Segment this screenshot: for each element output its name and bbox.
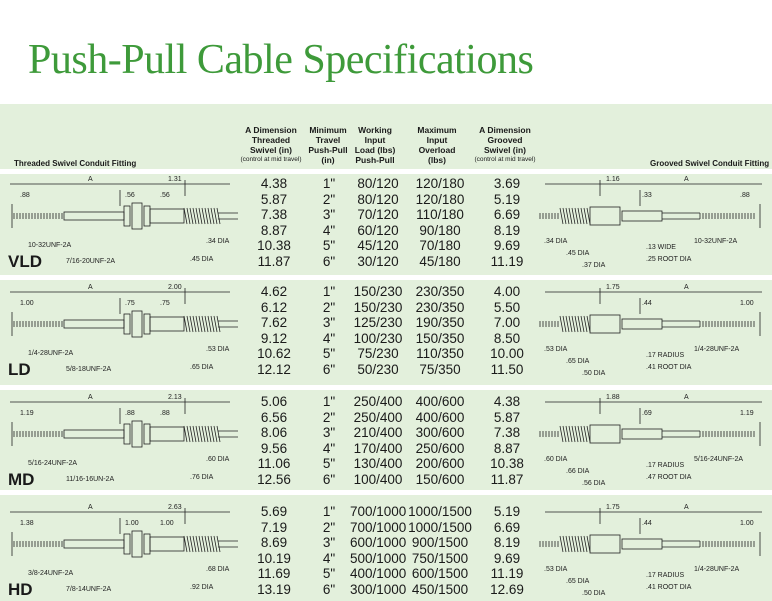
right-dim-dia3: .37 DIA <box>582 262 606 269</box>
table-cell: 1" <box>322 504 336 519</box>
right-dim-d3: 1.00 <box>740 300 754 307</box>
table-cell: 10.00 <box>490 346 524 361</box>
table-cell: 8.87 <box>493 440 521 456</box>
table-cell: 30/120 <box>357 253 399 269</box>
col-head-travel: Minimum Travel Push-Pull (in) <box>308 125 348 165</box>
table-cell: 8.50 <box>493 330 521 346</box>
right-dim-dia1: .34 DIA <box>544 238 568 245</box>
right-dim-root: .47 ROOT DIA <box>646 474 692 481</box>
left-dim-dia2: .65 DIA <box>190 364 214 371</box>
right-dim-w: .17 RADIUS <box>646 352 685 359</box>
table-cell: 6.12 <box>260 299 288 315</box>
table-cell: 6.56 <box>260 409 288 425</box>
table-cell: 150/230 <box>353 299 403 315</box>
table-cell: 11.87 <box>257 253 291 269</box>
table-cell: 250/400 <box>353 394 403 409</box>
table-cell: 300/1000 <box>350 581 407 597</box>
table-cell: 11.06 <box>257 456 291 471</box>
right-dim-d1: 1.88 <box>606 394 620 401</box>
table-cell: 8.19 <box>493 535 521 550</box>
right-dim-d3: .88 <box>740 192 750 199</box>
left-dim-d3: 1.00 <box>125 520 139 527</box>
table-cell: 12.12 <box>257 361 291 377</box>
table-cell: 10.38 <box>257 238 291 253</box>
table-cell: 250/600 <box>415 440 465 456</box>
right-dim-d3: 1.00 <box>740 520 754 527</box>
right-dim-d2: .44 <box>642 300 652 307</box>
right-dim-d1: 1.75 <box>606 504 620 511</box>
left-dim-d2: .88 <box>20 192 30 199</box>
right-dim-t1: 1/4-28UNF-2A <box>694 346 740 353</box>
table-cell: 80/120 <box>357 176 399 191</box>
table-cell: 8.06 <box>260 425 288 440</box>
table-cell: 11.87 <box>490 471 524 487</box>
table-cell: 7.38 <box>260 207 288 222</box>
left-dim-dia2: .76 DIA <box>190 474 214 481</box>
table-cell: 5.69 <box>260 504 288 519</box>
table-cell: 6" <box>322 581 336 597</box>
table-cell: 750/1500 <box>411 550 469 566</box>
left-dim-a: A <box>88 176 93 183</box>
table-cell: 7.19 <box>260 519 288 535</box>
table-cell: 9.12 <box>260 330 288 346</box>
table-cell: 7.62 <box>260 315 288 330</box>
table-cell: 200/600 <box>415 456 465 471</box>
left-dim-d1: 2.63 <box>168 504 182 511</box>
right-dim-d3: 1.19 <box>740 410 754 417</box>
table-cell: 250/400 <box>353 409 403 425</box>
table-cell: 120/180 <box>415 176 465 191</box>
table-cell: 4.00 <box>493 284 521 299</box>
table-cell: 150/600 <box>415 471 465 487</box>
right-dim-dia3: .50 DIA <box>582 370 606 377</box>
table-cell: 1" <box>322 176 336 191</box>
table-cell: 100/400 <box>353 471 403 487</box>
table-cell: 11.19 <box>490 566 524 581</box>
table-cell: 11.19 <box>490 253 524 269</box>
table-cell: 700/1000 <box>350 504 407 519</box>
left-dim-a: A <box>88 284 93 291</box>
right-dim-t1: 1/4-28UNF-2A <box>694 566 740 573</box>
left-dim-d2: 1.38 <box>20 520 34 527</box>
left-dim-d4: .75 <box>160 300 170 307</box>
right-dim-root: .25 ROOT DIA <box>646 256 692 263</box>
series-name-md: MD <box>8 470 35 489</box>
left-dim-d3: .88 <box>125 410 135 417</box>
table-cell: 5.50 <box>493 299 521 315</box>
table-cell: 4.62 <box>260 284 288 299</box>
table-cell: 6" <box>322 361 336 377</box>
table-cell: 400/1000 <box>350 566 407 581</box>
left-dim-t2: 7/8-14UNF-2A <box>66 586 112 593</box>
right-dim-dia1: .60 DIA <box>544 456 568 463</box>
table-cell: 4" <box>322 330 336 346</box>
table-cell: 7.38 <box>493 425 521 440</box>
right-dim-root: .41 ROOT DIA <box>646 584 692 591</box>
right-dim-dia2: .45 DIA <box>566 250 590 257</box>
right-dim-dia3: .50 DIA <box>582 590 606 597</box>
table-cell: 210/400 <box>353 425 403 440</box>
table-cell: 5.19 <box>493 504 521 519</box>
left-fitting-label: Threaded Swivel Conduit Fitting <box>14 159 137 168</box>
left-dim-a: A <box>88 394 93 401</box>
table-cell: 300/600 <box>415 425 465 440</box>
table-cell: 5.19 <box>493 191 521 207</box>
table-cell: 230/350 <box>415 299 465 315</box>
table-cell: 4.38 <box>260 176 288 191</box>
table-cell: 2" <box>322 299 336 315</box>
table-cell: 230/350 <box>415 284 465 299</box>
table-cell: 5" <box>322 566 336 581</box>
table-cell: 125/230 <box>353 315 403 330</box>
table-cell: 110/180 <box>416 207 464 222</box>
table-cell: 10.62 <box>257 346 291 361</box>
table-cell: 600/1000 <box>350 535 407 550</box>
table-cell: 50/230 <box>357 361 399 377</box>
table-cell: 4" <box>322 550 336 566</box>
table-cell: 45/180 <box>419 253 461 269</box>
left-dim-t1: 3/8-24UNF-2A <box>28 570 74 577</box>
col-head-groove-dimension: A Dimension Grooved Swivel (in) (control at mid travel) <box>474 125 536 163</box>
table-cell: 12.69 <box>490 581 524 597</box>
table-cell: 500/1000 <box>350 550 407 566</box>
table-cell: 400/600 <box>415 394 465 409</box>
table-cell: 6" <box>322 253 336 269</box>
left-dim-dia2: .45 DIA <box>190 256 214 263</box>
left-dim-d2: 1.19 <box>20 410 34 417</box>
right-dim-d2: .44 <box>642 520 652 527</box>
page-title: Push-Pull Cable Specifications <box>28 37 534 83</box>
left-dim-dia1: .53 DIA <box>206 346 230 353</box>
table-cell: 3.69 <box>493 176 521 191</box>
right-dim-a: A <box>684 504 689 511</box>
right-dim-dia2: .65 DIA <box>566 578 590 585</box>
left-dim-t2: 7/16-20UNF-2A <box>66 258 116 265</box>
table-cell: 8.19 <box>493 222 521 238</box>
table-cell: 13.19 <box>257 581 291 597</box>
table-cell: 8.69 <box>260 535 288 550</box>
right-dim-a: A <box>684 284 689 291</box>
right-dim-d2: .69 <box>642 410 652 417</box>
left-dim-d1: 1.31 <box>168 176 182 183</box>
table-cell: 1" <box>322 284 336 299</box>
table-cell: 9.69 <box>493 550 521 566</box>
table-cell: 6" <box>322 471 336 487</box>
table-cell: 450/1500 <box>411 581 469 597</box>
table-cell: 3" <box>322 535 336 550</box>
table-cell: 12.56 <box>257 471 291 487</box>
left-dim-d4: 1.00 <box>160 520 174 527</box>
table-cell: 10.19 <box>257 550 291 566</box>
table-cell: 9.69 <box>493 238 521 253</box>
right-fitting-label: Grooved Swivel Conduit Fitting <box>650 159 770 168</box>
table-cell: 150/350 <box>415 330 465 346</box>
right-dim-dia2: .66 DIA <box>566 468 590 475</box>
table-cell: 4" <box>322 222 336 238</box>
table-cell: 190/350 <box>415 315 465 330</box>
table-cell: 5" <box>322 346 336 361</box>
table-cell: 5" <box>322 238 336 253</box>
table-cell: 5" <box>322 456 336 471</box>
table-cell: 6.69 <box>493 207 521 222</box>
right-dim-w: .17 RADIUS <box>646 572 685 579</box>
table-cell: 3" <box>322 425 336 440</box>
table-cell: 900/1500 <box>411 535 469 550</box>
right-dim-dia2: .65 DIA <box>566 358 590 365</box>
left-dim-dia1: .34 DIA <box>206 238 230 245</box>
table-cell: 600/1500 <box>411 566 469 581</box>
table-cell: 150/230 <box>353 284 403 299</box>
right-dim-w: .13 WIDE <box>646 244 676 251</box>
table-cell: 2" <box>322 409 336 425</box>
right-dim-root: .41 ROOT DIA <box>646 364 692 371</box>
table-cell: 5.06 <box>260 394 288 409</box>
table-cell: 45/120 <box>357 238 399 253</box>
left-dim-dia1: .60 DIA <box>206 456 230 463</box>
left-dim-t1: 10-32UNF-2A <box>28 242 72 249</box>
table-cell: 2" <box>322 519 336 535</box>
right-dim-t1: 5/16-24UNF-2A <box>694 456 744 463</box>
left-dim-t1: 5/16-24UNF-2A <box>28 460 78 467</box>
left-dim-d4: .88 <box>160 410 170 417</box>
left-dim-d1: 2.00 <box>168 284 182 291</box>
table-cell: 4.38 <box>493 394 521 409</box>
table-cell: 90/180 <box>419 222 461 238</box>
table-cell: 5.87 <box>493 409 521 425</box>
col-head-overload: Maximum Input Overload (lbs) <box>417 125 457 165</box>
right-dim-a: A <box>684 176 689 183</box>
table-cell: 75/350 <box>419 361 461 377</box>
left-dim-dia2: .92 DIA <box>190 584 214 591</box>
table-cell: 5.87 <box>260 191 288 207</box>
series-name-ld: LD <box>8 360 31 379</box>
left-dim-d4: .56 <box>160 192 170 199</box>
table-cell: 700/1000 <box>350 519 407 535</box>
table-cell: 11.50 <box>490 361 524 377</box>
table-cell: 60/120 <box>357 222 399 238</box>
left-dim-d3: .56 <box>125 192 135 199</box>
right-dim-w: .17 RADIUS <box>646 462 685 469</box>
table-cell: 70/180 <box>419 238 461 253</box>
table-cell: 6.69 <box>493 519 521 535</box>
table-cell: 11.69 <box>257 566 291 581</box>
table-cell: 170/400 <box>353 440 403 456</box>
right-dim-dia3: .56 DIA <box>582 480 606 487</box>
table-cell: 3" <box>322 207 336 222</box>
table-cell: 1" <box>322 394 336 409</box>
table-cell: 400/600 <box>415 409 465 425</box>
left-dim-d1: 2.13 <box>168 394 182 401</box>
table-cell: 8.87 <box>260 222 288 238</box>
table-cell: 2" <box>322 191 336 207</box>
table-cell: 100/230 <box>353 330 403 346</box>
table-cell: 7.00 <box>493 315 521 330</box>
left-dim-dia1: .68 DIA <box>206 566 230 573</box>
table-cell: 110/350 <box>416 346 464 361</box>
table-cell: 130/400 <box>353 456 403 471</box>
table-cell: 3" <box>322 315 336 330</box>
table-cell: 75/230 <box>357 346 399 361</box>
left-dim-t2: 11/16-16UN-2A <box>66 476 115 483</box>
right-dim-dia1: .53 DIA <box>544 346 568 353</box>
left-dim-a: A <box>88 504 93 511</box>
table-cell: 9.56 <box>260 440 288 456</box>
left-dim-t2: 5/8-18UNF-2A <box>66 366 112 373</box>
right-dim-t1: 10-32UNF-2A <box>694 238 738 245</box>
left-dim-d2: 1.00 <box>20 300 34 307</box>
table-cell: 1000/1500 <box>408 519 472 535</box>
left-dim-d3: .75 <box>125 300 135 307</box>
col-head-working-load: Working Input Load (lbs) Push-Pull <box>354 125 396 165</box>
table-cell: 80/120 <box>357 191 399 207</box>
col-head-a-dimension: A Dimension Threaded Swivel (in) (control at mid travel) <box>240 125 302 163</box>
table-cell: 10.38 <box>490 456 524 471</box>
table-cell: 120/180 <box>415 191 465 207</box>
table-cell: 4" <box>322 440 336 456</box>
series-name-hd: HD <box>8 580 33 599</box>
right-dim-dia1: .53 DIA <box>544 566 568 573</box>
right-dim-d2: .33 <box>642 192 652 199</box>
series-name-vld: VLD <box>8 252 42 271</box>
right-dim-a: A <box>684 394 689 401</box>
table-cell: 1000/1500 <box>408 504 472 519</box>
left-dim-t1: 1/4-28UNF-2A <box>28 350 74 357</box>
right-dim-d1: 1.16 <box>606 176 620 183</box>
right-dim-d1: 1.75 <box>606 284 620 291</box>
table-cell: 70/120 <box>357 207 399 222</box>
